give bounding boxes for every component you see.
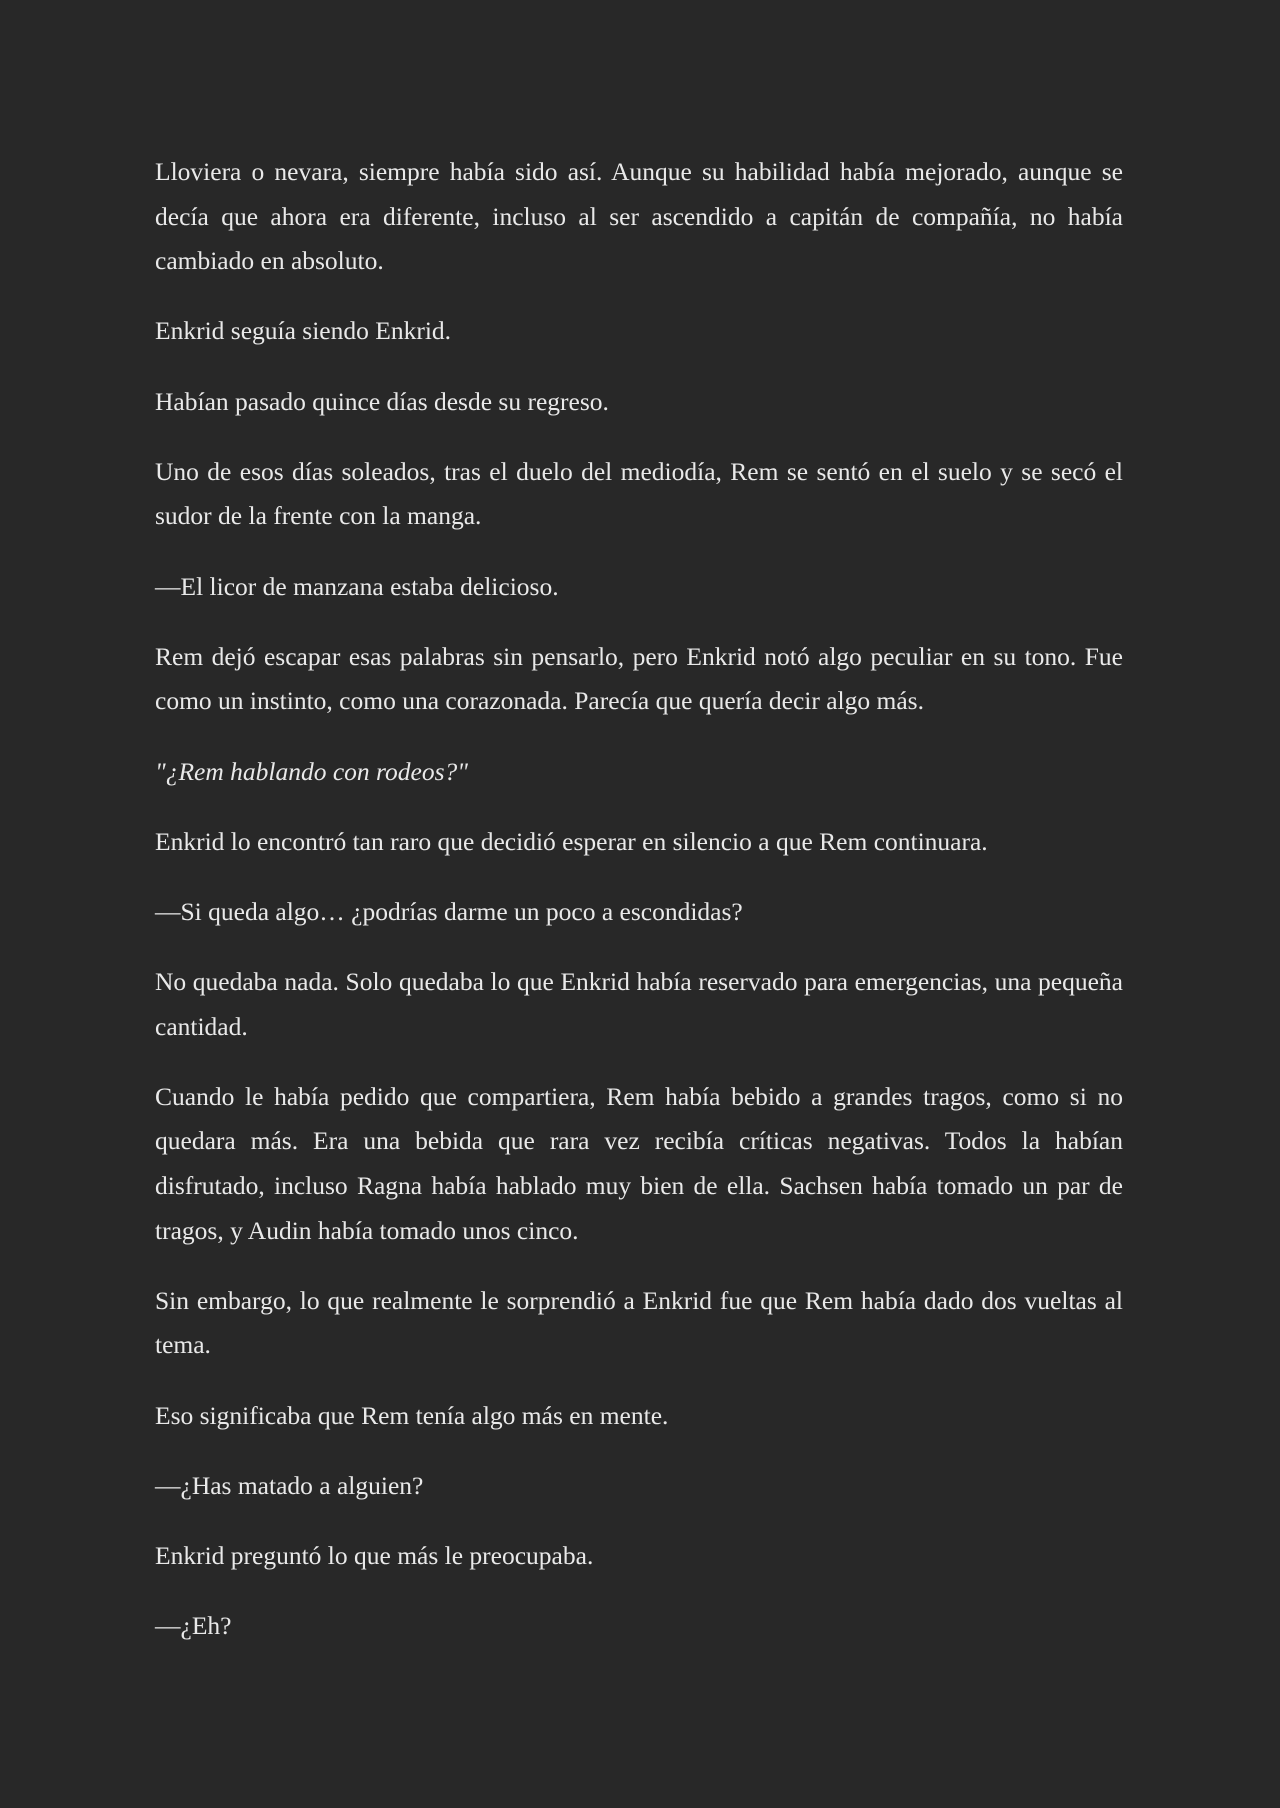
paragraph: Cuando le había pedido que compartiera, Rem había bebido a grandes tragos, como si no quedara más. Era una bebida que rara vez recibía críticas negativas. Todos la habían disfrutado, incluso Ragna había hablado muy bien de ella. Sachsen había tomado un par de tragos, y Audin había tomado unos cinco. <box>155 1081 1123 1245</box>
paragraph: Enkrid preguntó lo que más le preocupaba. <box>155 1540 594 1570</box>
paragraph: Eso significaba que Rem tenía algo más en mente. <box>155 1400 669 1430</box>
paragraph: Enkrid seguía siendo Enkrid. <box>155 316 452 346</box>
dialogue-paragraph: —El licor de manzana estaba delicioso. <box>155 571 559 601</box>
inner-thought-paragraph: "¿Rem hablando con rodeos?" <box>155 756 468 786</box>
paragraph: Sin embargo, lo que realmente le sorprendió a Enkrid fue que Rem había dado dos vueltas al tema. <box>155 1285 1123 1360</box>
dialogue-paragraph: —¿Has matado a alguien? <box>155 1470 424 1500</box>
paragraph: Enkrid lo encontró tan raro que decidió esperar en silencio a que Rem continuara. <box>155 826 988 856</box>
paragraph: Rem dejó escapar esas palabras sin pensarlo, pero Enkrid notó algo peculiar en su tono. Fue como un instinto, como una corazonada. Parecía que quería decir algo más. <box>155 641 1123 716</box>
paragraph: Lloviera o nevara, siempre había sido así. Aunque su habilidad había mejorado, aunque se decía que ahora era diferente, incluso al ser ascendido a capitán de compañía, no había cambiado en absoluto. <box>155 157 1123 276</box>
dialogue-paragraph: —¿Eh? <box>155 1611 232 1641</box>
paragraph: No quedaba nada. Solo quedaba lo que Enkrid había reservado para emergencias, una pequeña cantidad. <box>155 967 1123 1041</box>
chapter-text <box>155 150 1123 1674</box>
paragraph: Habían pasado quince días desde su regreso. <box>155 386 609 416</box>
dialogue-paragraph: —Si queda algo… ¿podrías darme un poco a escondidas? <box>155 896 743 926</box>
paragraph: Uno de esos días soleados, tras el duelo del mediodía, Rem se sentó en el suelo y se secó el sudor de la frente con la manga. <box>155 456 1123 531</box>
